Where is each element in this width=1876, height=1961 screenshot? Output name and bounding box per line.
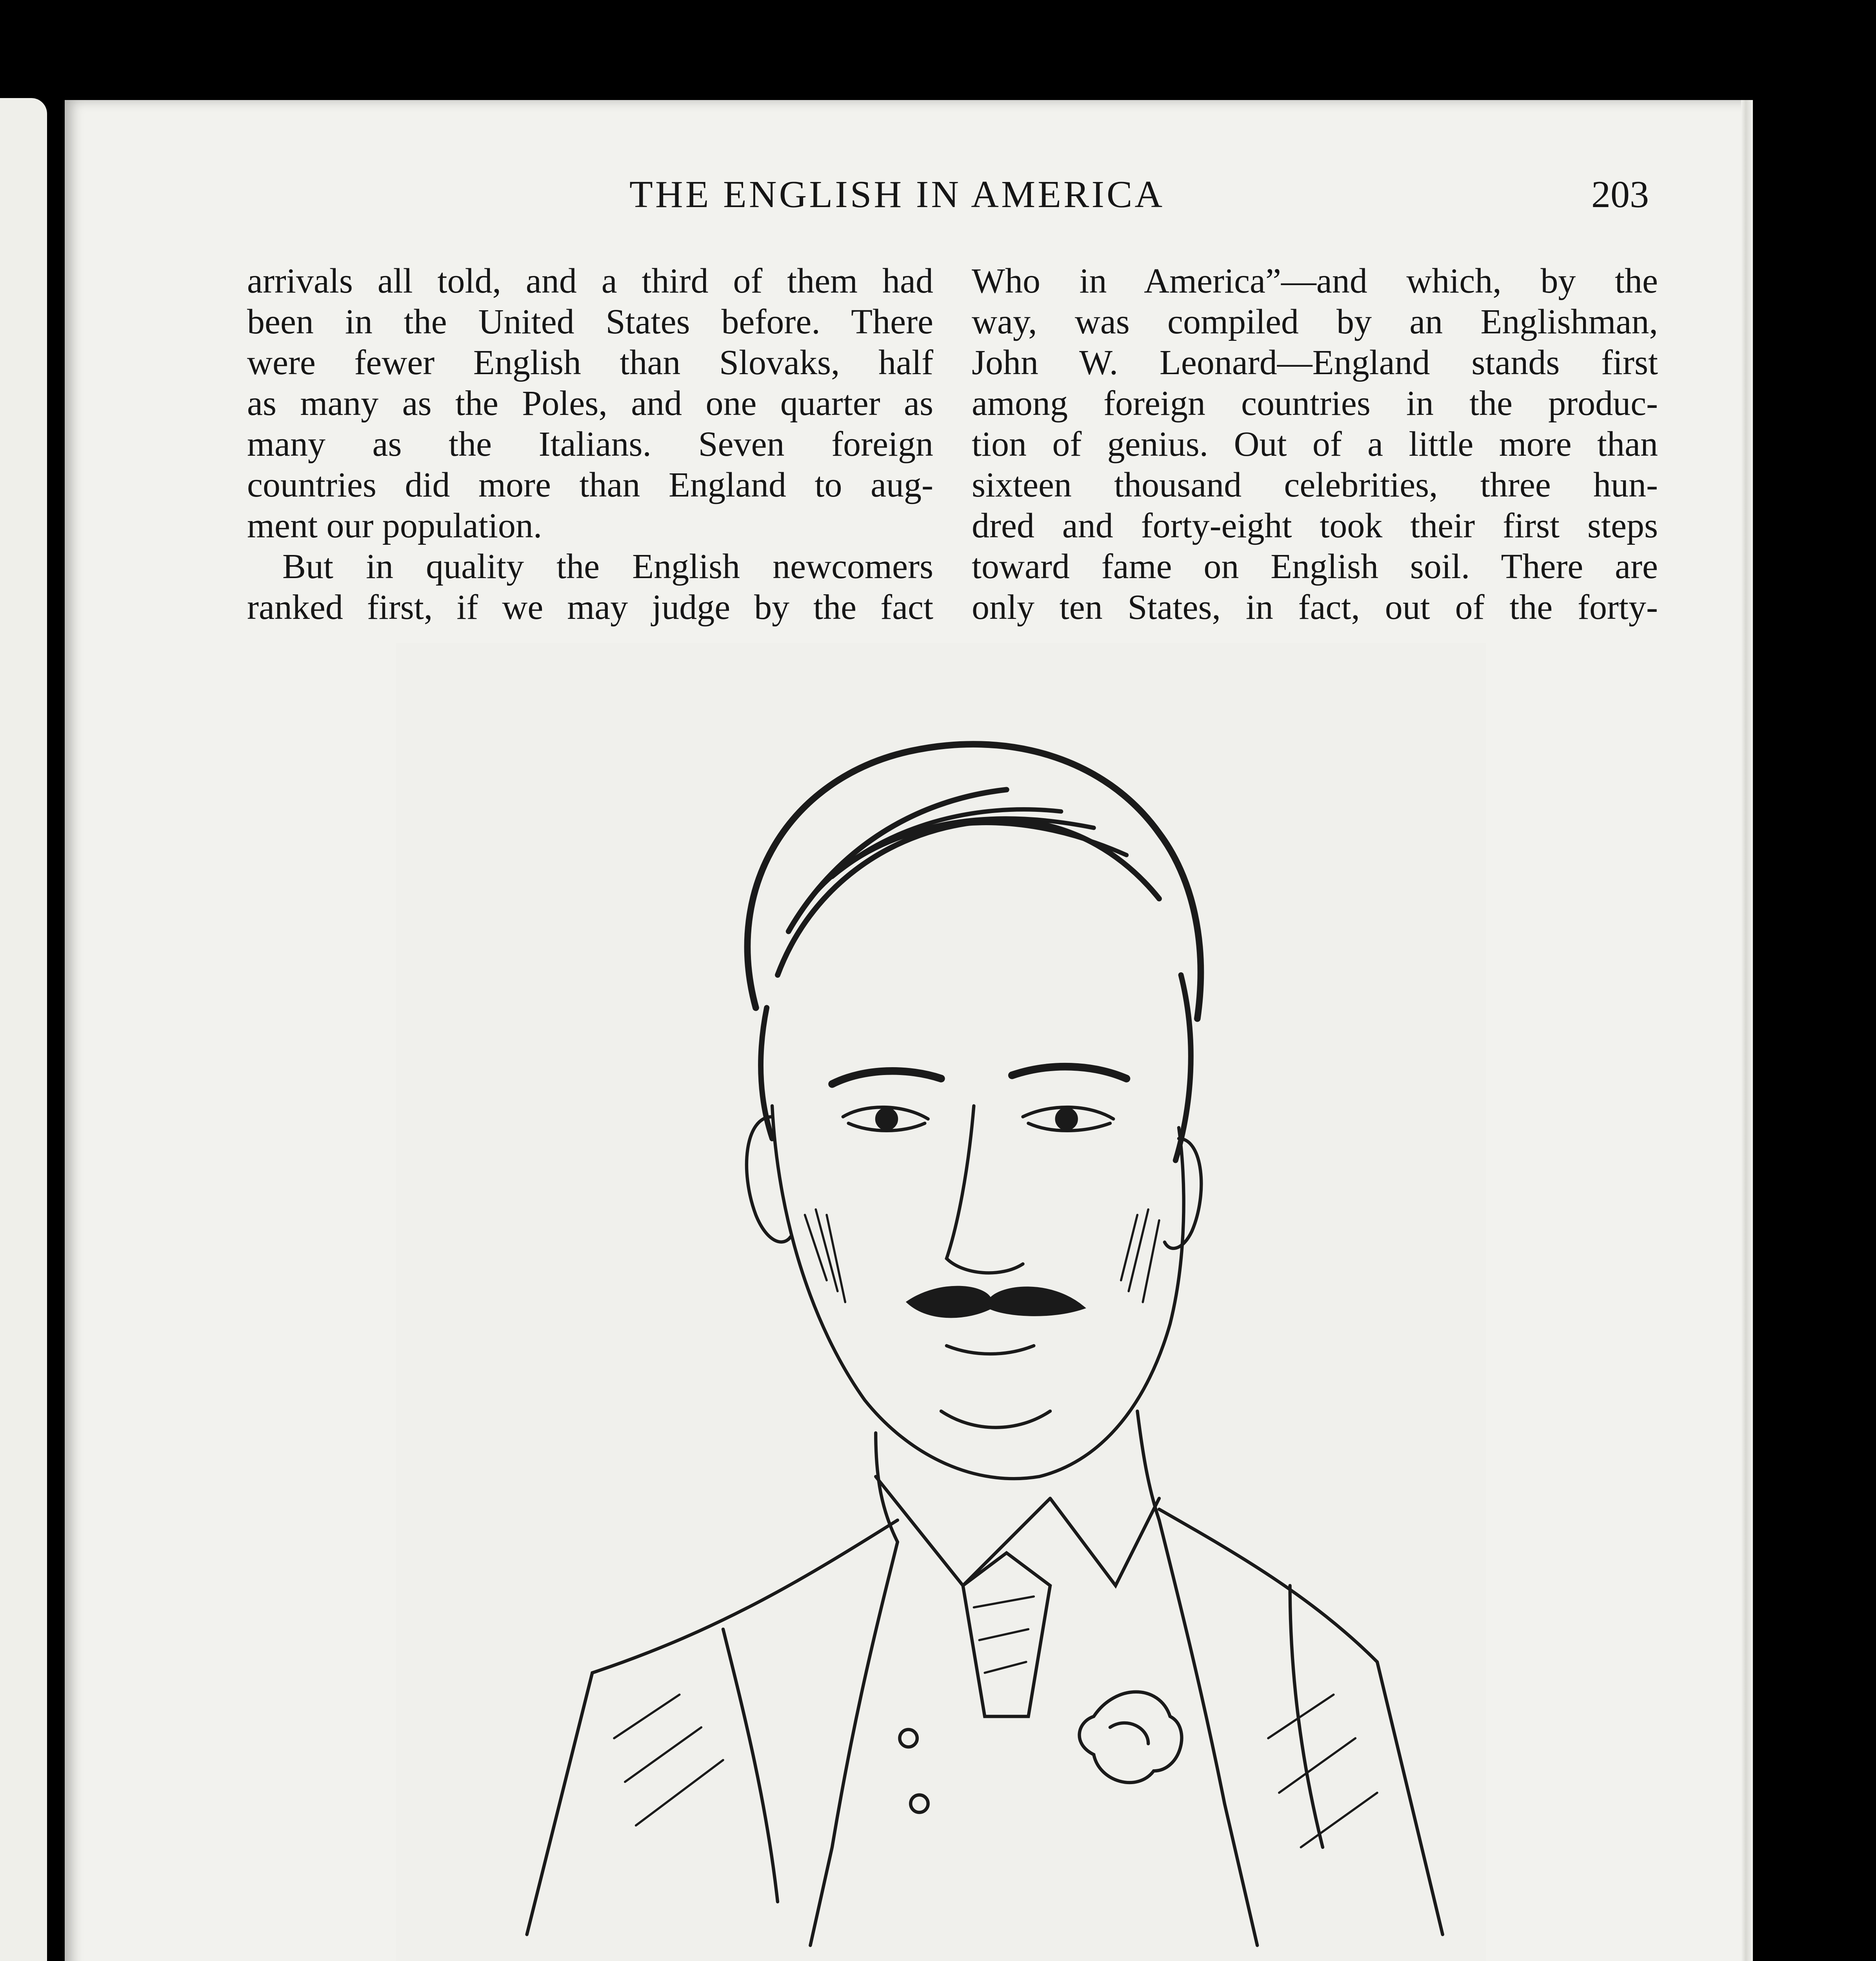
text-line: countries did more than England to aug- xyxy=(247,466,933,504)
text-line: toward fame on English soil. There are xyxy=(972,547,1658,586)
text-line: many as the Italians. Seven foreign xyxy=(247,425,933,464)
top-left-column xyxy=(247,261,933,628)
facing-page-edge xyxy=(0,98,47,1961)
text-line: tion of genius. Out of a little more than xyxy=(972,425,1658,464)
text-line: dred and forty-eight took their first steps xyxy=(972,506,1658,545)
top-right-column xyxy=(972,261,1658,628)
text-line: as many as the Poles, and one quarter as xyxy=(247,384,933,423)
text-line: been in the United States before. There xyxy=(247,302,933,341)
text-line: arrivals all told, and a third of them had xyxy=(247,262,933,300)
text-line: ranked first, if we may judge by the fact xyxy=(247,588,933,627)
text-line: only ten States, in fact, out of the forty- xyxy=(972,588,1658,627)
page-number: 203 xyxy=(1591,173,1649,216)
page-fore-edge xyxy=(1741,100,1753,1961)
text-line: But in quality the English newcomers xyxy=(282,547,933,586)
text-line: sixteen thousand celebrities, three hun- xyxy=(972,466,1658,504)
text-line: ment our population. xyxy=(247,506,542,545)
portrait-illustration xyxy=(396,643,1486,1961)
text-line: way, was compiled by an Englishman, xyxy=(972,302,1658,341)
text-line: Who in America”—and which, by the xyxy=(972,262,1658,300)
running-head: THE ENGLISH IN AMERICA xyxy=(629,173,1165,216)
portrait-drawing xyxy=(396,643,1486,1961)
text-line: were fewer English than Slovaks, half xyxy=(247,343,933,382)
text-line: among foreign countries in the produc- xyxy=(972,384,1658,423)
text-line: John W. Leonard—England stands first xyxy=(972,343,1658,382)
